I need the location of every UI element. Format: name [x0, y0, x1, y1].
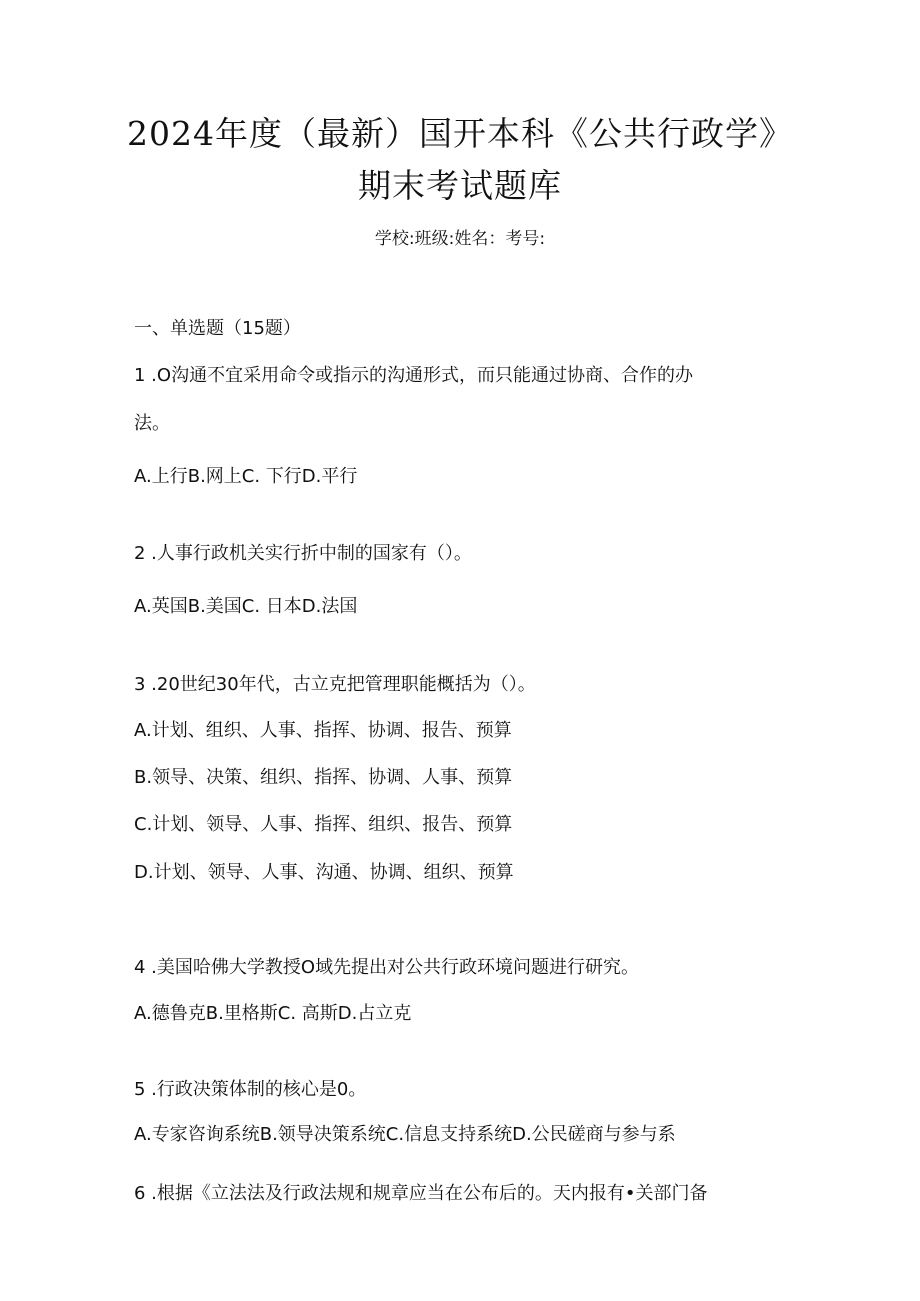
exam-title-line2: 期末考试题库 [358, 166, 562, 205]
question-4-stem: 4 .美国哈佛大学教授O域先提出对公共行政环境问题进行研究。 [134, 957, 640, 978]
question-4-options: A.德鲁克B.里格斯C. 高斯D.占立克 [134, 1003, 412, 1024]
question-6-stem: 6 .根据《立法法及行政法规和规章应当在公布后的。天内报有•关部门备 [134, 1183, 708, 1204]
student-info-line: 学校:班级:姓名：考号: [374, 229, 546, 249]
question-1-options: A.上行B.网上C. 下行D.平行 [134, 466, 358, 487]
question-1-stem-line1: 1 .O沟通不宜采用命令或指示的沟通形式，而只能通过协商、合作的办 [134, 365, 694, 386]
question-2-stem: 2 .人事行政机关实行折中制的国家有（）。 [134, 543, 472, 564]
exam-title-line1: 2024年度（最新）国开本科《公共行政学》 [127, 114, 793, 153]
section-heading: 一、单选题（15题） [134, 318, 301, 339]
question-3-option-c: C.计划、领导、人事、指挥、组织、报告、预算 [134, 814, 513, 835]
question-3-stem: 3 .20世纪30年代，古立克把管理职能概括为（）。 [134, 674, 536, 695]
question-5-stem: 5 .行政决策体制的核心是0。 [134, 1079, 367, 1100]
question-5-options: A.专家咨询系统B.领导决策系统C.信息支持系统D.公民磋商与参与系 [134, 1124, 676, 1145]
question-1-stem-line2: 法。 [134, 413, 170, 434]
question-3-option-a: A.计划、组织、人事、指挥、协调、报告、预算 [134, 720, 512, 741]
question-3-option-d: D.计划、领导、人事、沟通、协调、组织、预算 [134, 862, 514, 883]
question-2-options: A.英国B.美国C. 日本D.法国 [134, 596, 358, 617]
question-3-option-b: B.领导、决策、组织、指挥、协调、人事、预算 [134, 767, 513, 788]
